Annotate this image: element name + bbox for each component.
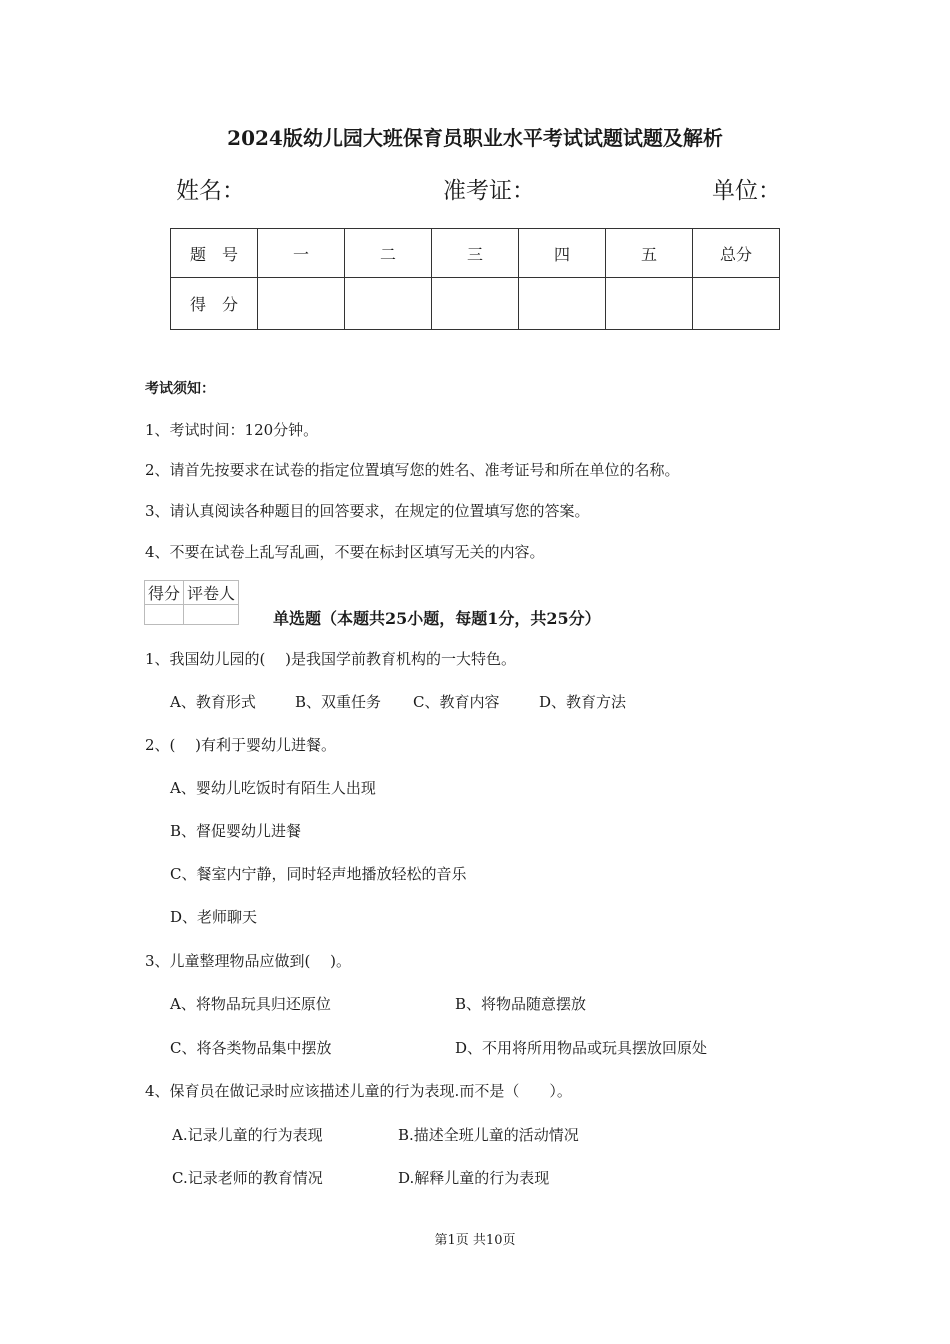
grader-score-label: 得分 [145, 581, 184, 605]
score-table-header-cell: 三 [432, 229, 519, 278]
score-table-header-cell: 五 [606, 229, 693, 278]
notice-item: 3、请认真阅读各种题目的回答要求，在规定的位置填写您的答案。 [145, 502, 590, 520]
question-option[interactable]: A.记录儿童的行为表现 [172, 1126, 323, 1144]
question-option[interactable]: B、双重任务 [295, 693, 382, 711]
notice-item: 4、不要在试卷上乱写乱画，不要在标封区填写无关的内容。 [145, 543, 545, 561]
score-table-header-cell: 四 [519, 229, 606, 278]
question-option[interactable]: C、餐室内宁静，同时轻声地播放轻松的音乐 [170, 865, 467, 883]
question-option[interactable]: B.描述全班儿童的活动情况 [398, 1126, 579, 1144]
section-title: 单选题（本题共25小题，每题1分，共25分） [273, 609, 601, 628]
question-option[interactable]: C、教育内容 [413, 693, 500, 711]
question-option[interactable]: D.解释儿童的行为表现 [398, 1169, 550, 1187]
score-cell[interactable] [258, 278, 345, 330]
score-table-score-row [171, 278, 780, 330]
score-cell[interactable] [519, 278, 606, 330]
question-option[interactable]: D、老师聊天 [170, 908, 258, 926]
exam-number-field-label: 准考证： [443, 178, 535, 204]
question-stem: 3、儿童整理物品应做到( )。 [145, 952, 352, 970]
grader-name-cell[interactable] [184, 605, 239, 625]
score-table-header-cell: 总分 [693, 229, 780, 278]
question-option[interactable]: D、不用将所用物品或玩具摆放回原处 [455, 1039, 708, 1057]
question-option[interactable]: A、将物品玩具归还原位 [170, 995, 331, 1013]
score-table-header-cell: 题 号 [171, 229, 258, 278]
question-option[interactable]: C、将各类物品集中摆放 [170, 1039, 332, 1057]
question-option[interactable]: B、督促婴幼儿进餐 [170, 822, 302, 840]
question-option[interactable]: C.记录老师的教育情况 [172, 1169, 323, 1187]
question-option[interactable]: D、教育方法 [539, 693, 627, 711]
name-field-label: 姓名： [176, 178, 245, 204]
unit-field-label: 单位： [712, 178, 781, 204]
question-option[interactable]: A、教育形式 [170, 693, 256, 711]
question-option[interactable]: B、将物品随意摆放 [455, 995, 587, 1013]
score-cell[interactable] [345, 278, 432, 330]
score-table [170, 228, 780, 330]
grader-box [144, 580, 239, 625]
score-cell[interactable] [606, 278, 693, 330]
question-stem: 4、保育员在做记录时应该描述儿童的行为表现.而不是（ ）。 [145, 1082, 572, 1100]
page-footer: 第1页 共10页 [434, 1233, 516, 1248]
notice-item: 2、请首先按要求在试卷的指定位置填写您的姓名、准考证号和所在单位的名称。 [145, 461, 680, 479]
notice-heading: 考试须知： [145, 381, 215, 397]
score-row-label: 得 分 [171, 278, 258, 330]
notice-item: 1、考试时间：120分钟。 [145, 421, 319, 439]
page-title: 2024版幼儿园大班保育员职业水平考试试题试题及解析 [227, 126, 723, 150]
grader-score-cell[interactable] [145, 605, 184, 625]
score-table-header-cell: 一 [258, 229, 345, 278]
score-table-header-cell: 二 [345, 229, 432, 278]
question-stem: 2、( )有利于婴幼儿进餐。 [145, 736, 337, 754]
score-table-header-row [171, 229, 780, 278]
question-stem: 1、我国幼儿园的( )是我国学前教育机构的一大特色。 [145, 650, 517, 668]
score-cell[interactable] [432, 278, 519, 330]
question-option[interactable]: A、婴幼儿吃饭时有陌生人出现 [170, 779, 376, 797]
score-cell[interactable] [693, 278, 780, 330]
grader-name-label: 评卷人 [184, 581, 239, 605]
